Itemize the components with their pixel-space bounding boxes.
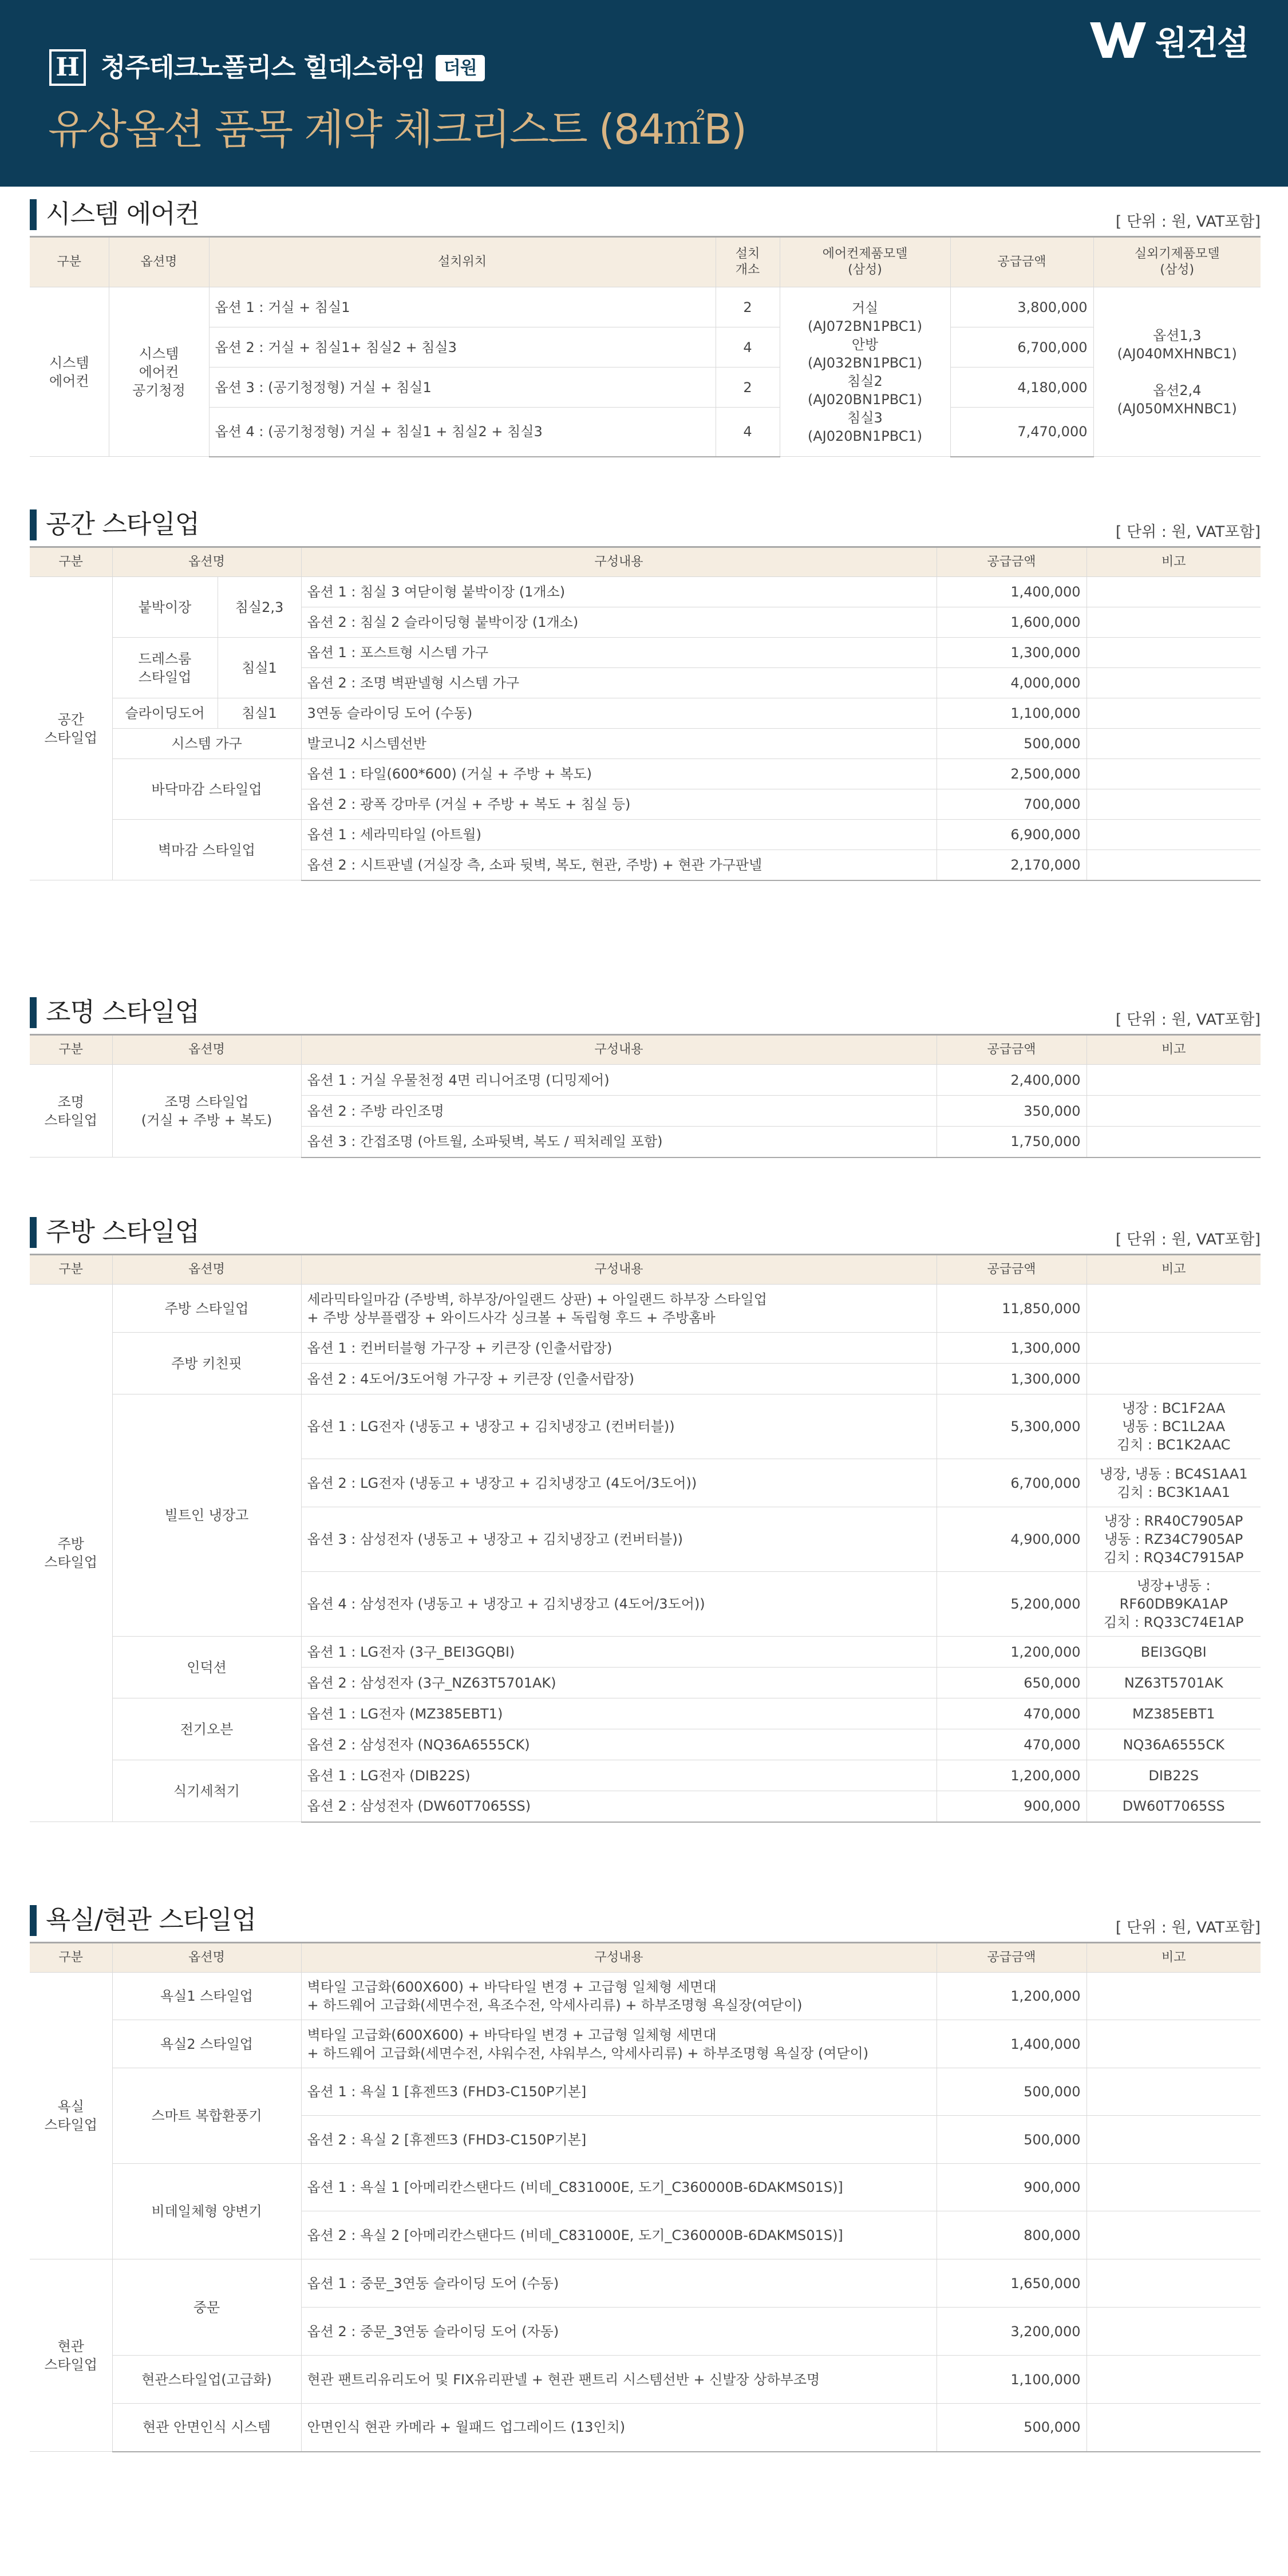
note-cell bbox=[1086, 668, 1261, 698]
price-cell: 4,180,000 bbox=[950, 368, 1093, 408]
section-kitchen bbox=[30, 1216, 1261, 1823]
section-title: 욕실/현관 스타일업 bbox=[46, 1905, 256, 1935]
note-cell: 냉장+냉동 : RF60DB9KA1AP 김치 : RQ33C74E1AP bbox=[1086, 1572, 1261, 1637]
option-name-cell: 조명 스타일업 (거실 + 주방 + 복도) bbox=[112, 1065, 301, 1157]
col-header: 옵션명 bbox=[112, 1255, 301, 1285]
indoor-model-cell: 거실 (AJ072BN1PBC1) 안방 (AJ032BN1PBC1) 침실2 (AJ020BN1PBC1) 침실3 (AJ020BN1PBC1) bbox=[780, 287, 950, 457]
option-sub-cell: 침실2,3 bbox=[218, 577, 301, 638]
desc-cell: 3연동 슬라이딩 도어 (수동) bbox=[301, 698, 937, 729]
note-cell bbox=[1086, 1096, 1261, 1127]
option-sub-cell: 침실1 bbox=[218, 698, 301, 729]
price-cell: 5,200,000 bbox=[937, 1572, 1086, 1637]
complex-badge: 더원 bbox=[436, 55, 485, 81]
desc-cell: 옵션 1 : 침실 3 여닫이형 붙박이장 (1개소) bbox=[301, 577, 937, 607]
option-name-cell: 현관스타일업(고급화) bbox=[112, 2356, 301, 2404]
price-cell: 900,000 bbox=[937, 2164, 1086, 2211]
price-cell: 2,400,000 bbox=[937, 1065, 1086, 1096]
section-title-bar bbox=[30, 1216, 1261, 1250]
title-accent-bar bbox=[30, 1217, 37, 1248]
desc-cell: 옵션 1 : 욕실 1 [휴젠뜨3 (FHD3-C150P기본] bbox=[301, 2068, 937, 2116]
desc-cell: 옵션 2 : LG전자 (냉동고 + 냉장고 + 김치냉장고 (4도어/3도어)) bbox=[301, 1459, 937, 1507]
option-name-cell: 인덕션 bbox=[112, 1637, 301, 1698]
col-header: 공급금액 bbox=[937, 1035, 1086, 1065]
desc-cell: 옵션 1 : 세라믹타일 (아트월) bbox=[301, 820, 937, 850]
note-cell: 냉장, 냉동 : BC4S1AA1 김치 : BC3K1AA1 bbox=[1086, 1459, 1261, 1507]
section-title: 시스템 에어컨 bbox=[46, 199, 200, 229]
count-cell: 2 bbox=[716, 287, 780, 327]
note-cell bbox=[1086, 2164, 1261, 2211]
section-title: 주방 스타일업 bbox=[46, 1216, 200, 1247]
note-cell: 냉장 : BC1F2AA 냉동 : BC1L2AA 김치 : BC1K2AAC bbox=[1086, 1394, 1261, 1459]
note-cell: MZ385EBT1 bbox=[1086, 1698, 1261, 1729]
location-cell: 옵션 3 : (공기청정형) 거실 + 침실1 bbox=[209, 368, 716, 408]
desc-cell: 옵션 2 : 욕실 2 [아메리칸스탠다드 (비데_C831000E, 도기_C360000B-6DAKMS01S)] bbox=[301, 2211, 937, 2259]
col-header: 공급금액 bbox=[937, 1943, 1086, 1973]
desc-cell: 옵션 1 : LG전자 (3구_BEI3GQBI) bbox=[301, 1637, 937, 1668]
price-cell: 500,000 bbox=[937, 2404, 1086, 2452]
note-cell: 냉장 : RR40C7905AP 냉동 : RZ34C7905AP 김치 : RQ34C7915AP bbox=[1086, 1507, 1261, 1572]
lighting-table bbox=[30, 1034, 1261, 1158]
col-header: 옵션명 bbox=[112, 1943, 301, 1973]
page-header bbox=[0, 0, 1288, 187]
desc-cell: 옵션 2 : 침실 2 슬라이딩형 붙박이장 (1개소) bbox=[301, 607, 937, 638]
option-name-cell: 슬라이딩도어 bbox=[112, 698, 218, 729]
price-cell: 6,700,000 bbox=[950, 327, 1093, 368]
section-title-bar bbox=[30, 508, 1261, 543]
brand-logo bbox=[1089, 17, 1248, 63]
option-name-cell: 드레스룸 스타일업 bbox=[112, 638, 218, 698]
section-lighting bbox=[30, 996, 1261, 1158]
option-name-cell: 빌트인 냉장고 bbox=[112, 1394, 301, 1637]
bath-table bbox=[30, 1942, 1261, 2452]
note-cell bbox=[1086, 2404, 1261, 2452]
note-cell bbox=[1086, 2259, 1261, 2308]
price-cell: 7,470,000 bbox=[950, 408, 1093, 457]
desc-cell: 옵션 2 : 광폭 강마루 (거실 + 주방 + 복도 + 침실 등) bbox=[301, 789, 937, 820]
count-cell: 4 bbox=[716, 327, 780, 368]
price-cell: 6,900,000 bbox=[937, 820, 1086, 850]
location-cell: 옵션 4 : (공기청정형) 거실 + 침실1 + 침실2 + 침실3 bbox=[209, 408, 716, 457]
col-header: 구성내용 bbox=[301, 1943, 937, 1973]
desc-cell: 발코니2 시스템선반 bbox=[301, 729, 937, 759]
option-name-cell: 붙박이장 bbox=[112, 577, 218, 638]
price-cell: 650,000 bbox=[937, 1668, 1086, 1698]
col-header: 옵션명 bbox=[112, 547, 301, 577]
section-title: 공간 스타일업 bbox=[46, 509, 200, 539]
desc-cell: 옵션 3 : 간접조명 (아트월, 소파뒷벽, 복도 / 픽처레일 포함) bbox=[301, 1127, 937, 1157]
title-accent-bar bbox=[30, 199, 37, 230]
desc-cell: 옵션 1 : LG전자 (MZ385EBT1) bbox=[301, 1698, 937, 1729]
option-name-cell: 시스템 가구 bbox=[112, 729, 301, 759]
col-header: 공급금액 bbox=[937, 1255, 1086, 1285]
desc-cell: 옵션 2 : 주방 라인조명 bbox=[301, 1096, 937, 1127]
complex-name bbox=[101, 50, 485, 85]
price-cell: 2,170,000 bbox=[937, 850, 1086, 880]
col-header: 비고 bbox=[1086, 1035, 1261, 1065]
desc-cell: 현관 팬트리유리도어 및 FIX유리판넬 + 현관 팬트리 시스템선반 + 신발장 상하부조명 bbox=[301, 2356, 937, 2404]
space-table bbox=[30, 546, 1261, 881]
desc-cell: 옵션 1 : LG전자 (냉동고 + 냉장고 + 김치냉장고 (컨버터블)) bbox=[301, 1394, 937, 1459]
option-name-cell: 주방 키친핏 bbox=[112, 1333, 301, 1394]
section-aircon bbox=[30, 198, 1261, 457]
desc-cell: 옵션 2 : 삼성전자 (NQ36A6555CK) bbox=[301, 1729, 937, 1760]
option-name-cell: 중문 bbox=[112, 2259, 301, 2356]
note-cell: DW60T7065SS bbox=[1086, 1791, 1261, 1822]
desc-cell: 벽타일 고급화(600X600) + 바닥타일 변경 + 고급형 일체형 세면대 + 하드웨어 고급화(세면수전, 샤워수전, 샤워부스, 악세사리류) + 하부조명형 욕실장 (여닫이) bbox=[301, 2020, 937, 2068]
note-cell bbox=[1086, 2020, 1261, 2068]
col-header: 구성내용 bbox=[301, 1035, 937, 1065]
col-header: 비고 bbox=[1086, 1943, 1261, 1973]
category-cell: 시스템 에어컨 bbox=[30, 287, 109, 457]
desc-cell: 옵션 1 : 포스트형 시스템 가구 bbox=[301, 638, 937, 668]
location-cell: 옵션 2 : 거실 + 침실1+ 침실2 + 침실3 bbox=[209, 327, 716, 368]
col-header: 비고 bbox=[1086, 547, 1261, 577]
category-cell: 조명 스타일업 bbox=[30, 1065, 112, 1157]
col-header: 설치위치 bbox=[209, 237, 716, 287]
category-cell: 현관 스타일업 bbox=[30, 2259, 112, 2452]
option-name-cell: 스마트 복합환풍기 bbox=[112, 2068, 301, 2164]
col-header: 공급금액 bbox=[937, 547, 1086, 577]
desc-cell: 옵션 2 : 4도어/3도어형 가구장 + 키큰장 (인출서랍장) bbox=[301, 1364, 937, 1394]
aircon-table bbox=[30, 236, 1261, 457]
price-cell: 4,000,000 bbox=[937, 668, 1086, 698]
desc-cell: 옵션 1 : 중문_3연동 슬라이딩 도어 (수동) bbox=[301, 2259, 937, 2308]
col-header: 구분 bbox=[30, 1255, 112, 1285]
col-header: 구성내용 bbox=[301, 547, 937, 577]
price-cell: 500,000 bbox=[937, 729, 1086, 759]
price-cell: 1,200,000 bbox=[937, 1637, 1086, 1668]
option-name-cell: 식기세척기 bbox=[112, 1760, 301, 1822]
note-cell bbox=[1086, 638, 1261, 668]
kitchen-table bbox=[30, 1254, 1261, 1823]
section-title-bar bbox=[30, 198, 1261, 232]
desc-cell: 옵션 1 : 컨버터블형 가구장 + 키큰장 (인출서랍장) bbox=[301, 1333, 937, 1364]
option-name-cell: 주방 스타일업 bbox=[112, 1285, 301, 1333]
price-cell: 2,500,000 bbox=[937, 759, 1086, 789]
note-cell bbox=[1086, 607, 1261, 638]
price-cell: 1,750,000 bbox=[937, 1127, 1086, 1157]
unit-label: [ 단위 : 원, VAT포함] bbox=[1115, 1231, 1261, 1249]
price-cell: 1,200,000 bbox=[937, 1760, 1086, 1791]
count-cell: 2 bbox=[716, 368, 780, 408]
desc-cell: 옵션 2 : 조명 벽판넬형 시스템 가구 bbox=[301, 668, 937, 698]
unit-label: [ 단위 : 원, VAT포함] bbox=[1115, 1919, 1261, 1937]
col-header: 구성내용 bbox=[301, 1255, 937, 1285]
hildesheim-logo-icon: H bbox=[49, 49, 86, 86]
won-w-logo-icon bbox=[1089, 20, 1147, 60]
count-cell: 4 bbox=[716, 408, 780, 457]
title-accent-bar bbox=[30, 997, 37, 1028]
price-cell: 470,000 bbox=[937, 1729, 1086, 1760]
price-cell: 3,800,000 bbox=[950, 287, 1093, 327]
note-cell bbox=[1086, 850, 1261, 880]
option-name-cell: 시스템 에어컨 공기청정 bbox=[109, 287, 209, 457]
price-cell: 1,300,000 bbox=[937, 1333, 1086, 1364]
col-header: 공급금액 bbox=[950, 237, 1093, 287]
col-header: 옵션명 bbox=[112, 1035, 301, 1065]
price-cell: 470,000 bbox=[937, 1698, 1086, 1729]
note-cell bbox=[1086, 2116, 1261, 2164]
desc-cell: 옵션 3 : 삼성전자 (냉동고 + 냉장고 + 김치냉장고 (컨버터블)) bbox=[301, 1507, 937, 1572]
price-cell: 700,000 bbox=[937, 789, 1086, 820]
col-header: 구분 bbox=[30, 547, 112, 577]
col-header: 실외기제품모델 (삼성) bbox=[1093, 237, 1261, 287]
price-cell: 1,600,000 bbox=[937, 607, 1086, 638]
price-cell: 3,200,000 bbox=[937, 2308, 1086, 2356]
desc-cell: 옵션 1 : 타일(600*600) (거실 + 주방 + 복도) bbox=[301, 759, 937, 789]
note-cell bbox=[1086, 789, 1261, 820]
note-cell bbox=[1086, 2356, 1261, 2404]
option-name-cell: 욕실1 스타일업 bbox=[112, 1973, 301, 2020]
note-cell bbox=[1086, 759, 1261, 789]
option-name-cell: 벽마감 스타일업 bbox=[112, 820, 301, 880]
section-title-bar bbox=[30, 996, 1261, 1030]
section-space bbox=[30, 508, 1261, 881]
category-cell: 주방 스타일업 bbox=[30, 1285, 112, 1822]
price-cell: 4,900,000 bbox=[937, 1507, 1086, 1572]
col-header: 설치 개소 bbox=[716, 237, 780, 287]
col-header: 비고 bbox=[1086, 1255, 1261, 1285]
section-bath-entry bbox=[30, 1904, 1261, 2452]
note-cell bbox=[1086, 2308, 1261, 2356]
desc-cell: 벽타일 고급화(600X600) + 바닥타일 변경 + 고급형 일체형 세면대 + 하드웨어 고급화(세면수전, 욕조수전, 악세사리류) + 하부조명형 욕실장(여닫이) bbox=[301, 1973, 937, 2020]
col-header: 구분 bbox=[30, 1035, 112, 1065]
col-header: 구분 bbox=[30, 237, 109, 287]
note-cell bbox=[1086, 2211, 1261, 2259]
note-cell bbox=[1086, 1333, 1261, 1364]
option-name-cell: 비데일체형 양변기 bbox=[112, 2164, 301, 2259]
desc-cell: 옵션 4 : 삼성전자 (냉동고 + 냉장고 + 김치냉장고 (4도어/3도어)) bbox=[301, 1572, 937, 1637]
note-cell bbox=[1086, 729, 1261, 759]
note-cell bbox=[1086, 820, 1261, 850]
note-cell: BEI3GQBI bbox=[1086, 1637, 1261, 1668]
note-cell bbox=[1086, 1127, 1261, 1157]
note-cell bbox=[1086, 1364, 1261, 1394]
desc-cell: 옵션 2 : 중문_3연동 슬라이딩 도어 (자동) bbox=[301, 2308, 937, 2356]
option-name-cell: 욕실2 스타일업 bbox=[112, 2020, 301, 2068]
page-title: 유상옵션 품목 계약 체크리스트 (84㎡B) bbox=[48, 105, 746, 153]
unit-label: [ 단위 : 원, VAT포함] bbox=[1115, 213, 1261, 231]
price-cell: 1,200,000 bbox=[937, 1973, 1086, 2020]
price-cell: 1,300,000 bbox=[937, 638, 1086, 668]
category-cell: 욕실 스타일업 bbox=[30, 1973, 112, 2259]
option-name-cell: 현관 안면인식 시스템 bbox=[112, 2404, 301, 2452]
note-cell: DIB22S bbox=[1086, 1760, 1261, 1791]
desc-cell: 옵션 1 : 거실 우물천정 4면 리니어조명 (디밍제어) bbox=[301, 1065, 937, 1096]
note-cell bbox=[1086, 2068, 1261, 2116]
note-cell bbox=[1086, 698, 1261, 729]
note-cell bbox=[1086, 577, 1261, 607]
note-cell: NQ36A6555CK bbox=[1086, 1729, 1261, 1760]
desc-cell: 옵션 2 : 욕실 2 [휴젠뜨3 (FHD3-C150P기본] bbox=[301, 2116, 937, 2164]
price-cell: 1,400,000 bbox=[937, 2020, 1086, 2068]
price-cell: 6,700,000 bbox=[937, 1459, 1086, 1507]
brand-name: 원건설 bbox=[1155, 23, 1248, 62]
title-accent-bar bbox=[30, 1905, 37, 1936]
section-title: 조명 스타일업 bbox=[46, 997, 200, 1027]
title-accent-bar bbox=[30, 509, 37, 540]
col-header: 에어컨제품모델 (삼성) bbox=[780, 237, 950, 287]
price-cell: 800,000 bbox=[937, 2211, 1086, 2259]
section-title-bar bbox=[30, 1904, 1261, 1938]
col-header: 구분 bbox=[30, 1943, 112, 1973]
price-cell: 500,000 bbox=[937, 2068, 1086, 2116]
unit-label: [ 단위 : 원, VAT포함] bbox=[1115, 1011, 1261, 1029]
price-cell: 1,650,000 bbox=[937, 2259, 1086, 2308]
price-cell: 1,100,000 bbox=[937, 2356, 1086, 2404]
option-name-cell: 바닥마감 스타일업 bbox=[112, 759, 301, 820]
price-cell: 11,850,000 bbox=[937, 1285, 1086, 1333]
price-cell: 5,300,000 bbox=[937, 1394, 1086, 1459]
note-cell: NZ63T5701AK bbox=[1086, 1668, 1261, 1698]
note-cell bbox=[1086, 1285, 1261, 1333]
desc-cell: 옵션 2 : 삼성전자 (3구_NZ63T5701AK) bbox=[301, 1668, 937, 1698]
price-cell: 1,300,000 bbox=[937, 1364, 1086, 1394]
desc-cell: 옵션 1 : 욕실 1 [아메리칸스탠다드 (비데_C831000E, 도기_C360000B-6DAKMS01S)] bbox=[301, 2164, 937, 2211]
desc-cell: 옵션 1 : LG전자 (DIB22S) bbox=[301, 1760, 937, 1791]
desc-cell: 옵션 2 : 시트판넬 (거실장 측, 소파 뒷벽, 복도, 현관, 주방) + 현관 가구판넬 bbox=[301, 850, 937, 880]
price-cell: 1,400,000 bbox=[937, 577, 1086, 607]
price-cell: 1,100,000 bbox=[937, 698, 1086, 729]
price-cell: 350,000 bbox=[937, 1096, 1086, 1127]
outdoor-model-cell: 옵션1,3 (AJ040MXHNBC1) 옵션2,4 (AJ050MXHNBC1) bbox=[1093, 287, 1261, 457]
unit-label: [ 단위 : 원, VAT포함] bbox=[1115, 523, 1261, 541]
option-sub-cell: 침실1 bbox=[218, 638, 301, 698]
note-cell bbox=[1086, 1065, 1261, 1096]
option-name-cell: 전기오븐 bbox=[112, 1698, 301, 1760]
desc-cell: 옵션 2 : 삼성전자 (DW60T7065SS) bbox=[301, 1791, 937, 1822]
desc-cell: 안면인식 현관 카메라 + 월패드 업그레이드 (13인치) bbox=[301, 2404, 937, 2452]
price-cell: 900,000 bbox=[937, 1791, 1086, 1822]
category-cell: 공간 스타일업 bbox=[30, 577, 112, 880]
desc-cell: 세라믹타일마감 (주방벽, 하부장/아일랜드 상판) + 아일랜드 하부장 스타일업 + 주방 상부플랩장 + 와이드사각 싱크볼 + 독립형 후드 + 주방홈바 bbox=[301, 1285, 937, 1333]
price-cell: 500,000 bbox=[937, 2116, 1086, 2164]
col-header: 옵션명 bbox=[109, 237, 209, 287]
location-cell: 옵션 1 : 거실 + 침실1 bbox=[209, 287, 716, 327]
note-cell bbox=[1086, 1973, 1261, 2020]
complex-name-text: 청주테크노폴리스 힐데스하임 bbox=[101, 52, 425, 82]
